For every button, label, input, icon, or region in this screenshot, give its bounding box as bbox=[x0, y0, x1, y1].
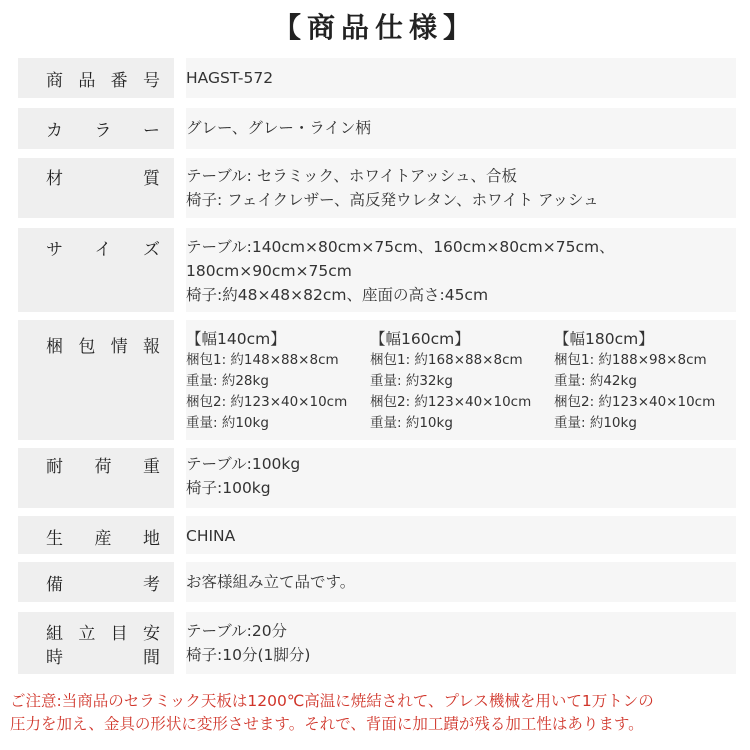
remarks-value: お客様組み立て品です。 bbox=[186, 573, 356, 591]
spec-label-cell bbox=[18, 320, 174, 440]
spec-value-cell bbox=[186, 108, 736, 149]
size-line: 椅子:約48×48×82cm、座面の高さ:45cm bbox=[186, 286, 489, 304]
spec-label-cell bbox=[18, 516, 174, 554]
assembly-line: テーブル:20分 bbox=[186, 622, 288, 640]
product-number-value: HAGST-572 bbox=[186, 69, 274, 87]
packing-line: 梱包2: 約123×40×10cm bbox=[554, 394, 716, 410]
load-line: テーブル:100kg bbox=[186, 455, 301, 473]
load-line: 椅子:100kg bbox=[186, 479, 271, 497]
spec-value-cell bbox=[186, 516, 736, 554]
spec-row-material bbox=[18, 158, 736, 218]
spec-label-cell bbox=[18, 612, 174, 674]
spec-label-cell bbox=[18, 58, 174, 98]
spec-label-cell bbox=[18, 228, 174, 312]
assembly-line: 椅子:10分(1脚分) bbox=[186, 646, 311, 664]
packing-line: 重量: 約42kg bbox=[554, 373, 637, 389]
packing-column-140 bbox=[186, 328, 347, 434]
packing-line: 梱包1: 約148×88×8cm bbox=[186, 352, 339, 368]
packing-line: 重量: 約28kg bbox=[186, 373, 269, 389]
caution-line: ご注意:当商品のセラミック天板は1200℃高温に焼結されて、プレス機械を用いて1万トンの bbox=[10, 692, 654, 710]
spec-value-cell bbox=[186, 158, 736, 218]
packing-line: 梱包1: 約188×98×8cm bbox=[554, 352, 707, 368]
packing-column-head: 【幅140cm】 bbox=[186, 330, 286, 348]
packing-column-head: 【幅180cm】 bbox=[554, 330, 654, 348]
packing-line: 重量: 約10kg bbox=[370, 415, 453, 431]
packing-line: 重量: 約10kg bbox=[554, 415, 637, 431]
spec-label: 材 質 bbox=[46, 169, 160, 189]
packing-line: 重量: 約10kg bbox=[186, 415, 269, 431]
spec-row-origin bbox=[18, 516, 736, 554]
packing-line: 梱包1: 約168×88×8cm bbox=[370, 352, 523, 368]
material-line: テーブル: セラミック、ホワイトアッシュ、合板 bbox=[186, 167, 518, 185]
spec-label: 耐 荷 重 bbox=[46, 457, 160, 477]
spec-row-load bbox=[18, 448, 736, 508]
page-title: 【商品仕様】 bbox=[272, 11, 477, 44]
caution-notice bbox=[10, 690, 745, 736]
spec-label-cell bbox=[18, 108, 174, 149]
spec-row-assembly-time bbox=[18, 612, 736, 674]
packing-line: 梱包2: 約123×40×10cm bbox=[186, 394, 348, 410]
spec-label-cell bbox=[18, 448, 174, 508]
spec-label: 梱 包 情 報 bbox=[46, 337, 160, 357]
origin-value: CHINA bbox=[186, 527, 236, 545]
spec-label: カ ラ ー bbox=[46, 121, 160, 141]
spec-value-cell bbox=[186, 320, 736, 440]
spec-row-remarks bbox=[18, 562, 736, 602]
spec-label-cell bbox=[18, 562, 174, 602]
spec-label-cell bbox=[18, 158, 174, 218]
spec-value-cell bbox=[186, 612, 736, 674]
caution-line: 圧力を加え、金具の形状に変形させます。それで、背面に加工蹟が残る加工性はあります。 bbox=[10, 715, 644, 733]
spec-label: 商 品 番 号 bbox=[46, 71, 160, 91]
spec-row-packing bbox=[18, 320, 736, 440]
packing-column-180 bbox=[554, 328, 715, 434]
packing-line: 重量: 約32kg bbox=[370, 373, 453, 389]
spec-label: 備 考 bbox=[46, 575, 160, 595]
size-line: 180cm×90cm×75cm bbox=[186, 262, 352, 280]
size-line: テーブル:140cm×80cm×75cm、160cm×80cm×75cm、 bbox=[186, 238, 615, 256]
color-value: グレー、グレー・ライン柄 bbox=[186, 119, 371, 137]
packing-column-160 bbox=[370, 328, 531, 434]
spec-label: サ イ ズ bbox=[46, 240, 160, 260]
spec-value-cell bbox=[186, 228, 736, 312]
spec-row-size bbox=[18, 228, 736, 312]
spec-value-cell bbox=[186, 58, 736, 98]
spec-value-cell bbox=[186, 448, 736, 508]
spec-row-color bbox=[18, 108, 736, 149]
spec-label: 生 産 地 bbox=[46, 529, 160, 549]
spec-label-line1: 組 立 目 安 bbox=[46, 624, 160, 644]
material-line: 椅子: フェイクレザー、高反発ウレタン、ホワイト アッシュ bbox=[186, 191, 599, 209]
spec-label-line2: 時 間 bbox=[46, 648, 160, 668]
spec-value-cell bbox=[186, 562, 736, 602]
spec-row-product-number bbox=[18, 58, 736, 98]
packing-column-head: 【幅160cm】 bbox=[370, 330, 470, 348]
packing-line: 梱包2: 約123×40×10cm bbox=[370, 394, 532, 410]
